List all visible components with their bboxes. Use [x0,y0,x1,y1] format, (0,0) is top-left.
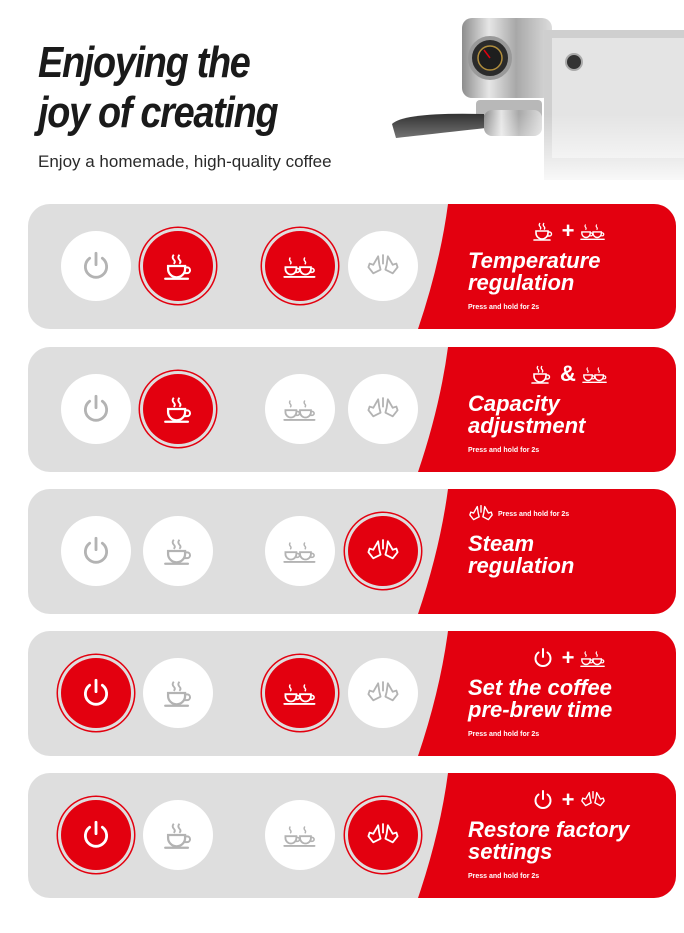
steam-icon [366,534,400,568]
page-title [38,38,277,138]
power-icon [79,676,113,710]
function-label [468,677,668,721]
power-icon [79,249,113,283]
power-button[interactable] [61,800,131,870]
double-cup-button[interactable] [265,800,335,870]
function-label [468,393,668,437]
title-line-2: joy of creating [38,88,278,137]
single-cup-button[interactable] [143,658,213,728]
function-label-line-2: adjustment [468,413,586,438]
steam-button[interactable] [348,800,418,870]
function-label [468,533,668,577]
instruction-panel [468,361,668,454]
single-cup-button[interactable] [143,516,213,586]
double-cup-button[interactable] [265,658,335,728]
button-combination [468,645,668,671]
page-subtitle: Enjoy a homemade, high-quality coffee [38,152,332,171]
function-card [28,631,676,756]
function-label-line-1: Set the coffee [468,675,612,700]
power-icon [530,646,556,670]
double-cup-button[interactable] [265,516,335,586]
power-icon [79,534,113,568]
function-label-line-1: Restore factory [468,817,630,842]
button-combination [468,361,668,387]
power-icon [79,818,113,852]
instruction-panel [468,501,668,577]
cup-icon [161,676,195,710]
button-combination [468,218,668,244]
combo-separator: + [561,787,575,812]
double-cup-icon [283,676,317,710]
function-label-line-2: regulation [468,270,575,295]
power-icon [79,392,113,426]
double-cup-button[interactable] [265,374,335,444]
title-line-1: Enjoying the [38,38,250,87]
instruction-panel [468,787,668,880]
double-cup-button[interactable] [265,231,335,301]
hold-note: Press and hold for 2s [468,873,540,880]
single-cup-button[interactable] [143,800,213,870]
espresso-machine-image [384,0,684,190]
function-card [28,204,676,329]
double-cup-icon [580,219,606,243]
cup-icon [530,219,556,243]
single-cup-button[interactable] [143,231,213,301]
hold-note: Press and hold for 2s [468,304,540,311]
double-cup-icon [580,646,606,670]
function-label-line-2: regulation [468,553,575,578]
steam-button[interactable] [348,516,418,586]
double-cup-icon [582,362,608,386]
single-cup-button[interactable] [143,374,213,444]
double-cup-icon [283,818,317,852]
function-label-line-2: settings [468,839,553,864]
hold-note: Press and hold for 2s [468,731,540,738]
cup-icon [528,362,554,386]
combo-separator: & [560,361,576,386]
steam-icon [580,788,606,812]
cup-icon [161,818,195,852]
hold-note: Press and hold for 2s [468,447,540,454]
function-card [28,489,676,614]
steam-button[interactable] [348,658,418,728]
power-icon [530,788,556,812]
combo-separator: + [561,645,575,670]
function-label-line-1: Steam [468,531,535,556]
cup-icon [161,392,195,426]
function-label-line-1: Temperature [468,248,601,273]
steam-icon [366,676,400,710]
steam-button[interactable] [348,374,418,444]
function-label [468,819,668,863]
steam-button[interactable] [348,231,418,301]
function-label-line-1: Capacity [468,391,560,416]
instruction-panel [468,218,668,311]
double-cup-icon [283,249,317,283]
double-cup-icon [283,534,317,568]
steam-icon [366,392,400,426]
power-button[interactable] [61,516,131,586]
button-combination [468,501,668,527]
power-button[interactable] [61,231,131,301]
hold-note: Press and hold for 2s [498,510,570,518]
function-label [468,250,668,294]
power-button[interactable] [61,658,131,728]
button-combination [468,787,668,813]
function-card [28,347,676,472]
steam-icon [366,249,400,283]
double-cup-icon [283,392,317,426]
function-label-line-2: pre-brew time [468,697,613,722]
power-button[interactable] [61,374,131,444]
steam-icon [468,502,494,526]
steam-icon [366,818,400,852]
cup-icon [161,249,195,283]
combo-separator: + [561,218,575,243]
cup-icon [161,534,195,568]
function-card [28,773,676,898]
instruction-panel [468,645,668,738]
